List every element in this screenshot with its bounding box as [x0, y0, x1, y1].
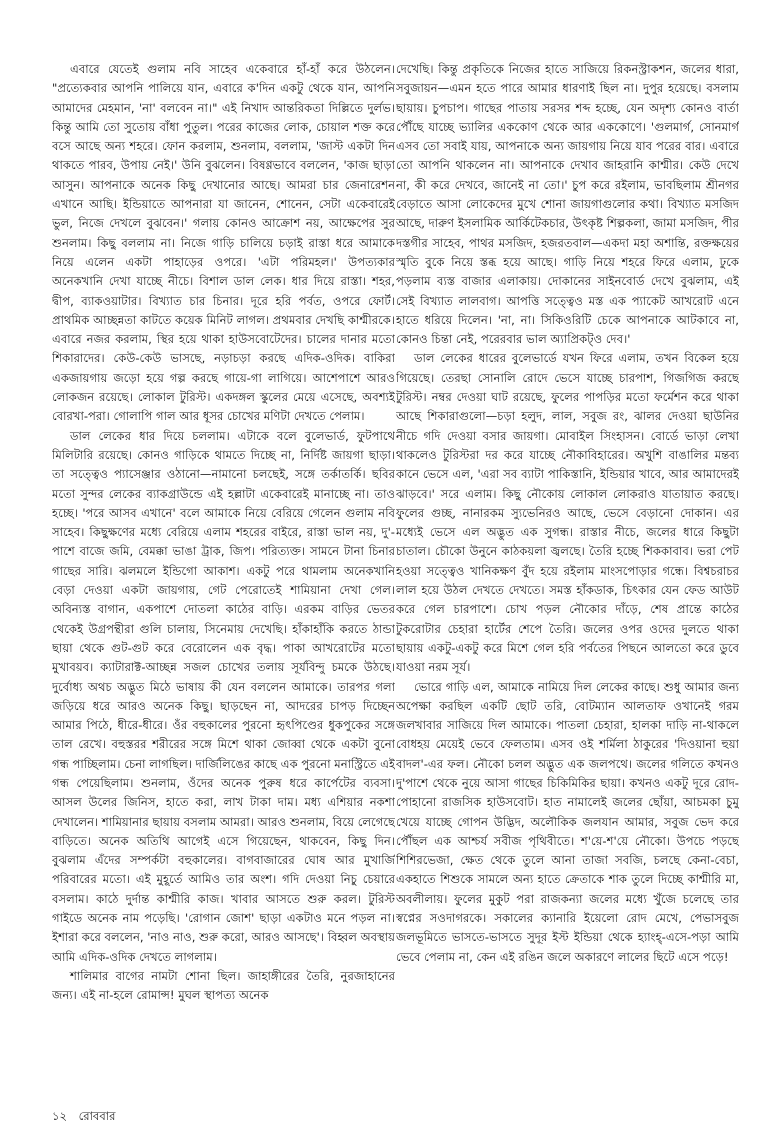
paragraph: ভোরে গাড়ি এল, আমাকে নামিয়ে দিল লেকের কাছে। শুধু আমার জন্য অপেক্ষা করছিল একটি ছোট তরি, বোটম্যান আলতাফ ওখানেই গরম জলখাবার সাজিয়ে দিল আমাকে। পাতলা চেহারা, হালকা দাড়ি না-থাকলে বোধহয় মেয়েই ভেবে ফেলতাম। এসব ওই শর্মিলা ঠাকুরের 'দিওয়ানা হুয়া বাদল'-এর ফল। নৌকো চলল অদ্ভুত এক জলপথে। জলের গলিতে কখনও দু'পাশে থেকে নুয়ে আসা গাছের চিকিমিকির ছায়া। কখনও একটু দূরে রোদ-পোহানো রাজসিক হাউসবোট। হাত নামালেই জলের ছোঁয়া, আচমকা চুমু খেয়ে যাচ্ছে গোপন উদ্ভিদ, অলৌকিক জলযান আমার, সবুজ ভেদ করে পৌঁছল এক আশ্চর্য সবীজ পৃথিবীতে। শ'য়ে-শ'য়ে নৌকো। উপচে পড়ছে শিশিরভেজা, ক্ষেত থেকে তুলে আনা তাজা সবজি, চলছে কেনা-বেচা, একহাতে শিশুকে সামলে অন্য হাতে ক্রেতাকে শাক তুলে দিচ্ছে কাশ্মীরি মা, অবলীলায়। ফুলের মুকুট পরা রাজকন্যা জলের মধ্যে খুঁজে চলেছে তার স্বপ্নের সওদাগরকে। সকালের ক্যানারি ইয়েলো রোদ মেখে, পেভাসবুজ জলভূমিতে ভাসতে-ভাসতে সুদূর ইস্ট ইন্ডিয়া থেকে হ্যাংহ্-এসে-পড়া আমি ভেবে পেলাম না, কেন এই রঙিন জলে অকারণে লালের ছিটে এসে পড়ে! [396, 679, 739, 964]
paragraph: এবারে যেতেই গুলাম নবি সাহেব একেবারে হাঁ-হাঁ করে উঠলেন। "প্রত্যেকবার আপনি পালিয়ে যান, এবারে ক'দিন একটু থেকে যান, আপনি আমাদের মেহমান, 'না' বলবেন না।" এই নিখাদ আন্তরিকতা দিল্লিতে দুর্লভ। কিন্তু আমি তো সুতোয় বাঁধা পুতুল। পরের কাজের লোক, চোয়াল শক্ত করে বসে আছে অন্য শহরে। ফোন করলাম, শুনলাম, বললাম, 'জাস্ট একটা দিন থাকতে পারব, উপায় নেই।' উনি বুঝলেন। বিষণ্ণভাবে বললেন, 'কাজ ছাড়া আসুন। আপনাকে অনেক কিছু দেখানোর আছে। আমরা চার জেনারেশন এখানে আছি। ইন্ডিয়াতে আপনারা যা জানেন, শোনেন, সেটা একেবারেই ভুল, নিজে দেখলে বুঝবেন।' গলায় কোনও আক্রোশ নয়, আক্ষেপের সুর শুনলাম। কিছু বললাম না। নিজে গাড়ি চালিয়ে চড়াই রাস্তা ধরে আমাকে নিয়ে এলেন একটা পাহাড়ের ওপরে। 'এটা পরিমহল।' উপত্যকার অনেকখানি দেখা যাচ্ছে নীচে। বিশাল ডাল লেক। ধার দিয়ে রাস্তা। শহর, দ্বীপ, ব্যাকওয়াটার। বিখ্যাত চার চিনার। দূরে হরি পর্বত, ওপরে ফোর্ট। প্রাথমিক আচ্ছন্নতা কাটতে কয়েক মিনিট লাগল। প্রথমবার দেখছি কাশ্মীরকে। এবারে নজর করলাম, স্থির হয়ে থাকা হাউসবোটেদের। চালের দানার মতো শিকারাদের। কেউ-কেউ ভাসছে, নড়াচড়া করছে এদিক-ওদিক। বাকিরা একজায়গায় জড়ো হয়ে গল্প করছে গায়ে-গা লাগিয়ে। আশেপাশে আরও লোকজন রয়েছে। লোকাল টুরিস্ট। একদঙ্গল স্কুলের মেয়ে এসেছে, অবশ্যই বোরখা-পরা। গোলাপি গাল আর ধূসর চোখের মণিটা দেখতে পেলাম। [52, 62, 395, 424]
paragraph: ডাল লেকের ধার দিয়ে চললাম। এটাকে বলে বুলেভার্ড, ফুটপাথে মিলিটারি রয়েছে। কোনও গাড়িকে থামতে দিচ্ছে না, নির্দিষ্ট জায়গা ছাড়া। তা সত্ত্বেও প্যাসেঞ্জার ওঠানো—নামানো চলছেই, সঙ্গে তর্কাতর্কি। ছবির মতো সুন্দর লেকের ব্যাকগ্রাউন্ডে এই হল্লাটা একেবারেই মানাচ্ছে না। তাও হচ্ছে। 'পরে আসব এখানে' বলে আমাকে নিয়ে বেরিয়ে গেলেন গুলাম নবি সাহেব। কিছুক্ষণের মধ্যে বেরিয়ে এলাম শহরের বাইরে, রাস্তা ভাল নয়, দু'-পাশে বাজে জমি, বেমক্কা ভাঙা ট্রাক, জিপ। পরিত্যক্ত। সামনে টানা চিনার গাছের সারি। ঝলমলে ইন্ডিগো আকাশ। একটু পরে থামলাম অনেকখানি বেড়া দেওয়া একটা জায়গায়, গেট পেরোতেই শামিয়ানা দেখা গেল। অবিন্যস্ত বাগান, একপাশে দোতলা কাঠের বাড়ি। এরকম বাড়ির ভেতর থেকেই উগ্রপন্থীরা গুলি চালায়, সিনেমায় দেখেছি। হাঁকাহাঁকি করতে ঠান্ডা ছায়া থেকে গুট-গুট করে বেরোলেন এক বৃদ্ধ। পাকা আখরোটের মতো মুখাবয়ব। ক্যাটারাক্ট-আচ্ছন্ন সজল চোখের তলায় সূর্যবিন্দু চমকে উঠছে। দুর্বোধ্য অথচ অদ্ভুত মিঠে ভাষায় কী যেন বললেন আমাকে। তারপর গলা জড়িয়ে ধরে আরও অনেক কিছু। ছাড়ছেন না, আদরের চাপড় দিচ্ছেন আমার পিঠে, ধীরে-ধীরে। ওঁর বহুকালের পুরনো হৃৎপিণ্ডের ধুকপুকের সঙ্গে তাল রেখে। বহুস্তরর শরীরের সঙ্গে মিশে থাকা জোব্বা থেকে একটা বুনো গন্ধ পাচ্ছিলাম। চেনা লাগছিল। দার্জিলিঙের কাছে এক পুরনো মনাস্ট্রিতে এই গন্ধ পেয়েছিলাম। শুনলাম, ওঁদের অনেক পুরুষ ধরে কার্পেটের ব্যবসা। আসল উলের জিনিস, হাতে করা, লাখ টাকা দাম। মধ্য এশিয়ার নকশা দেখালেন। শামিয়ানার ছায়ায় বসলাম আমরা। আরও শুনলাম, বিয়ে লেগেছে বাড়িতে। অনেক অতিথি আগেই এসে গিয়েছেন, থাকবেন, কিছু দিন। বুঝলাম এঁদের সম্পর্কটা বহুকালের। বাগবাজারের ঘোষ আর মুখার্জি পরিবারের মতো। এই মুহূর্তে আমিও তার অংশ। গদি দেওয়া নিচু চেয়ারে বসলাম। কাঠে দুর্দান্ত কাশ্মীরি কাজ। খাবার আসতে শুরু করল। টুরিস্ট গাইডে অনেক নাম পড়েছি। 'রোগান জোশ' ছাড়া একটাও মনে পড়ল না। ইশারা করে বললেন, 'নাও নাও, শুরু করো, আরও আসছে'। বিহ্বল অবস্থায় আমি এদিক-ওদিক দেখতে লাগলাম। [52, 428, 395, 964]
section-name: রোববার [78, 1109, 116, 1123]
page-number: ১২ [52, 1109, 67, 1123]
paragraph: দেখেছি। কিন্তু প্রকৃতিকে নিজের হাতে সাজিয়ে রিকনস্ট্রাকশন, জলের ধারা, সবুজায়ন—এমন হতে পারে আমার ধারণাই ছিল না। দুপুর হয়েছে। বসলাম ছায়ায়। চুপচাপ। গাছের পাতায় সরসর শব্দ হচ্ছে, যেন অদৃশ্য কোনও বার্তা পৌঁছে যাচ্ছে ভ্যালির এককোণ থেকে আর এককোণে। 'গুলমার্গ, সোনমার্গ এসব তো সবাই যায়, আপনাকে অন্য জায়গায় নিয়ে যাব পরের বার। এবারে তো আপনি থাকলেন না। আপনাকে দেখাব জাহরানি কাশ্মীর। কেউ দেখে না, কী করে দেখবে, জানেই না তো।' চুপ করে রইলাম, ভাবছিলাম শ্রীনগর বেড়াতে আসা লোকেদের মুখে শোনা জায়গাগুলোর কথা। বিখ্যাত মসজিদ আছে, দারুণ ইসলামিক আর্কিটেকচার, উৎকৃষ্ট শিল্পকলা, জামা মসজিদ, পীর দস্তগীর সাহেব, পাথর মসজিদ, হজরতবাল—একদা মহা অশান্তি, রক্তক্ষয়ের স্মৃতি বুকে নিয়ে স্তব্ধ হয়ে আছে। গাড়ি নিয়ে শহরে ফিরে এলাম, ঢুকে পড়লাম ব্যস্ত বাজার এলাকায়। দোকানের সাইনবোর্ড দেখে বুঝলাম, এই সেই বিখ্যাত লালবাগ। আপত্তি সত্ত্বেও মস্ত এক প্যাকেট আখরোট এনে হাতে ধরিয়ে দিলেন। 'না, না। সিকিওরিটি চেকে আপনাকে আটকাবে না, কোনও চিন্তা নেই, পরেরবার ভাল অ্যাপ্রিকট্‌ও দেব।' [396, 62, 739, 347]
article-left-column [52, 60, 395, 1096]
paragraph: শালিমার বাগের নামটা শোনা ছিল। জাহাঙ্গীরের তৈরি, নুরজাহানের জন্য। এই না-হলে রোমান্স! মুঘল স্থাপত্য অনেক [52, 968, 395, 1003]
article-right-column [396, 60, 739, 1096]
paragraph: ডাল লেকের ধারের বুলেভার্ডে যখন ফিরে এলাম, তখন বিকেল হয়ে গিয়েছে। তেরছা সোনালি রোদে ভেসে যাচ্ছে চারপাশ, গিজগিজ করছে টুরিস্ট। নম্বর দেওয়া ঘাট রয়েছে, ফুলের পাপড়ির মতো ফর্মেশন করে থাকা আছে শিকারাগুলো—চড়া হলুদ, লাল, সবুজ রং, ঝালর দেওয়া ছাউনির নীচে গদি দেওয়া বসার জায়গা। মোবাইল সিংহাসন। বোর্ডে ভাড়া লেখা থাকলেও টুরিস্টরা দর করে যাচ্ছে নৌকাবিহারের। অখুশি বাঙালির মন্তব্য কানে ভেসে এল, 'এরা সব ব্যাটা পাকিস্তানি, ইন্ডিয়ার খাবে, আর আমাদেরই ঝাড়বে।' সরে এলাম। কিছু নৌকোয় লোকাল লোকরাও যাতায়াত করছে। ফুলের গুচ্ছ, নানারকম স্যুভেনিরও আছে, ভেসে বেড়ানো দোকান। এর মধ্যেই ভেসে এল অদ্ভুত এক সুগন্ধ। রাস্তার নীচে, জলের ধারে কিছুটা চাতাল। চৌকো উনুনে কাঠকয়লা জ্বলছে। তৈরি হচ্ছে শিককাবাব। ভরা পেট হওয়া সত্ত্বেও খানিকক্ষণ বুঁদ হয়ে রইলাম মাংসপোড়ার গন্ধে। বিশ্বচরাচর লাল হয়ে উঠল দেখতে দেখতে। সমস্ত হাঁকডাক, চিৎকার যেন ফেড আউট করে গেল চারপাশে। চোখ পড়ল নৌকোর দাঁড়ে, শেষ প্রান্তে কাঠের টুকরোটার চেহারা হার্টের শেপে তৈরি। জলের ওপর ওদের দুলতে থাকা ছায়ায় একটু-একটু করে মিশে গেল হরি পর্বতের পিছনে আলতো করে ডুবে যাওয়া নরম সূর্য। [396, 351, 739, 675]
page-footer [52, 1108, 123, 1124]
